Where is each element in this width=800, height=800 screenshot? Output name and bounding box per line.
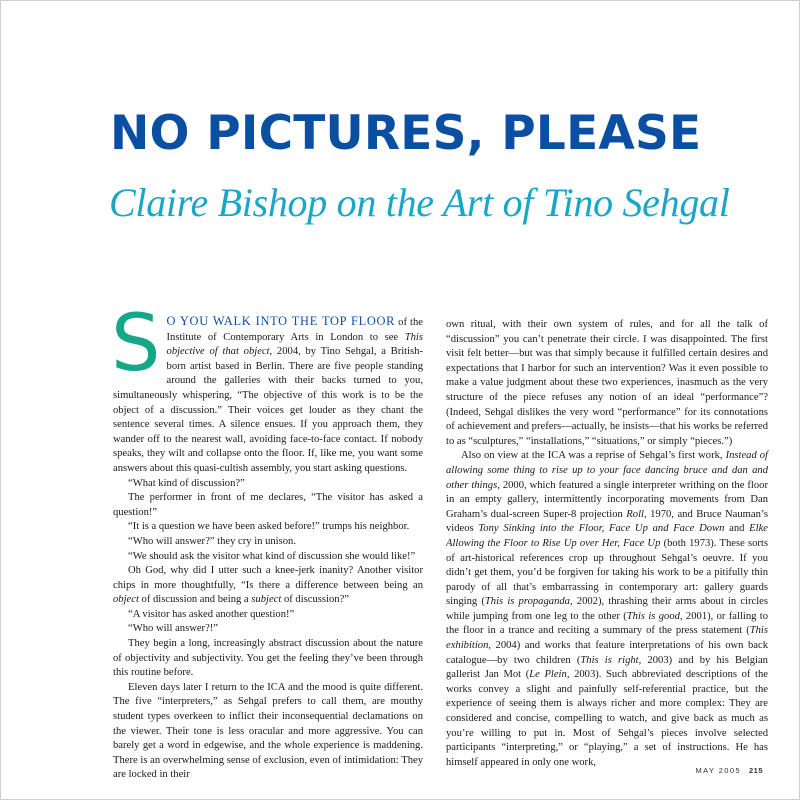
text: and (724, 523, 750, 535)
text: Also on view at the ICA was a reprise of Sehgal’s first work, (461, 450, 726, 462)
lead-in-caps: O YOU WALK INTO THE TOP FLOOR (166, 314, 396, 328)
text: , 2003) and by his Belgian gallerist Jan Mot ( (446, 654, 768, 681)
drop-cap: S (111, 299, 161, 389)
paragraph: “Who will answer?” they cry in unison. (128, 535, 296, 547)
emphasis: subject (251, 594, 282, 606)
text: Oh God, why did I utter such a knee-jerk inanity? Another visitor chips in more thoughtfully, “Is there a difference between being an (113, 565, 423, 591)
paragraph: own ritual, with their own system of rules, and for all the talk of “discussion” you can’t penetrate their circle. I was disappointed. The first visit felt better—but was that simply because it fulfilled certain desires and expectations that I harbor for such an intervention? Was it even possible to make a value judgment about these two experiences, inasmuch as the very structure of the piece refuses any notion of an ideal “performance”? (Indeed, Sehgal dislikes the very word “performance” for its connotations of achievement and prefers—actually, he insists—that his works be referred to as “sculptures,” “installations,” “situations,” or simply “pieces.”) (446, 319, 768, 447)
page-number: 215 (748, 766, 763, 775)
text: , 2002), thrashing their arms about in circles while jumping from one leg to the other ( (446, 596, 769, 622)
paragraph (113, 564, 423, 608)
text: (both 1973). These sorts of art-historical references crop up throughout Sehgal’s oeuvre. If you didn’t get them, you’d be forgiven for taking his work to be a pitifully thin parody of all that’s embarrassing in contemporary art: gallery guards singing ( (446, 537, 768, 608)
lead-paragraph (111, 299, 423, 477)
work-title: Le Plein (529, 669, 567, 681)
work-title: This objective of that object (166, 331, 423, 358)
paragraph: “We should ask the visitor what kind of discussion she would like!” (128, 550, 416, 562)
lead-text-b: , 2004, by Tino Sehgal, a British-born artist based in Berlin. There are five people standing around the galleries with their backs turned to you, simultaneously whispering, “The objective of this work is to be the object of a discussion.” Their voices get louder as they chant the sentence several times. A silence ensues. If you approach them, they wander off to the nearest wall, avoiding face-to-face contact. If nobody speaks, they wilt and collapse onto the floor. If, like me, you want some answers about this quasi-cultish assembly, you start asking questions. (113, 346, 423, 474)
text: of discussion?” (281, 594, 349, 606)
work-title: This is good (626, 610, 680, 622)
paragraph: “Who will answer?!” (128, 623, 219, 635)
paragraph: “A visitor has asked another question!” (128, 608, 295, 620)
text: , 2000, which featured a single interpreter writhing on the floor in an empty gallery, intermittently incorporating movements from Dan Graham’s dual-screen Super-8 projection (446, 479, 768, 520)
text: of discussion and being a (138, 594, 252, 606)
emphasis: object (113, 594, 139, 606)
text: , 2003). Such abbreviated descriptions of the works convey a slight and painfully self-referential practice, but the experience of seeing them is always richer and more complex: They are considered and concise, compelling to watch, and give back as much as you’re willing to put in. Most of Sehgal’s pieces involve selected participants “interpreting,” or “playing,” a set of instructions. He has himself appeared in only one work, (446, 669, 768, 768)
subhead: Claire Bishop on the Art of Tino Sehgal (109, 180, 730, 225)
lead-text-a: of the Institute of Contemporary Arts in London to see (166, 317, 423, 343)
paragraph (446, 449, 768, 770)
headline: NO PICTURES, PLEASE (110, 106, 702, 161)
work-title: This is right (580, 654, 639, 666)
paragraph: Eleven days later I return to the ICA and the mood is quite different. The five “interpreters,” as Sehgal prefers to call them, are mouthy student types overkeen to inflict their inconsequential declamations on the viewer. Their tone is less oracular and more aggressive. You can barely get a word in edgewise, and the whole experience is maddening. There is an overwhelming sense of exclusion, even of intimidation: They are locked in their (113, 681, 423, 781)
text: , 2004) and works that feature interpretations of his own back catalogue—by two children ( (446, 640, 768, 666)
work-title: Instead of allowing some thing to rise up to your face dancing bruce and dan and other things (446, 450, 768, 491)
left-column (111, 299, 423, 783)
paragraph: “What kind of discussion?” (128, 477, 245, 489)
work-title: This exhibition (446, 625, 768, 652)
folio (695, 766, 763, 775)
right-column (446, 318, 768, 770)
text: , 2001), or falling to the floor in a trance and reciting a summary of the press statement ( (446, 610, 768, 637)
paragraph: They begin a long, increasingly abstract discussion about the nature of objectivity and subjectivity. You get the feeling they’ve been through this routine before. (113, 638, 423, 679)
text: , 1970, and Bruce Nauman’s videos (446, 508, 768, 535)
issue-date: MAY 2005 (695, 766, 741, 775)
paragraph: “It is a question we have been asked before!” trumps his neighbor. (128, 521, 410, 533)
work-title: Roll (626, 508, 644, 520)
work-title: Tony Sinking into the Floor, Face Up and Face Down (478, 523, 725, 535)
work-title: Elke Allowing the Floor to Rise Up over Her, Face Up (446, 523, 768, 549)
paragraph: The performer in front of me declares, “The visitor has asked a question!” (113, 492, 423, 518)
work-title: This is propaganda (484, 596, 570, 608)
